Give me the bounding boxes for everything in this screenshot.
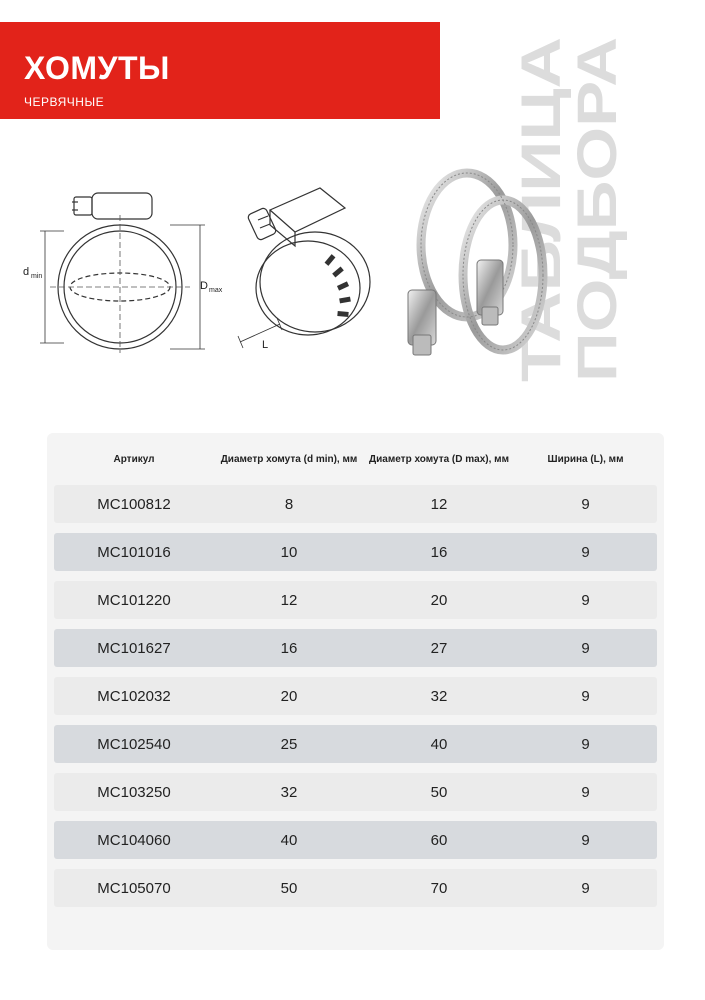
width-label: L	[262, 339, 269, 351]
cell-dmin: 32	[280, 783, 298, 801]
table-row	[54, 581, 657, 619]
cell-article: MC100812	[97, 495, 171, 513]
cell-dmax: 70	[430, 879, 448, 897]
page-subtitle: ЧЕРВЯЧНЫЕ	[24, 95, 105, 109]
clamp-photo	[405, 160, 540, 365]
dmax-sub: max	[209, 287, 223, 294]
cell-width: 9	[581, 783, 590, 801]
selection-table	[47, 433, 664, 950]
cell-article: MC104060	[97, 831, 171, 849]
header-article: Артикул	[113, 453, 155, 465]
cell-article: MC101220	[97, 591, 171, 609]
cell-dmin: 12	[280, 591, 298, 609]
header-dmin: Диаметр хомута (d min), мм	[220, 453, 358, 465]
cell-dmax: 40	[430, 735, 448, 753]
cell-dmin: 10	[280, 543, 298, 561]
cell-dmin: 8	[284, 495, 294, 513]
cell-article: MC101016	[97, 543, 171, 561]
cell-width: 9	[581, 543, 590, 561]
cell-article: MC102032	[97, 687, 171, 705]
header-width: Ширина (L), мм	[547, 453, 624, 465]
cell-article: MC103250	[97, 783, 171, 801]
clamp-perspective-diagram	[230, 170, 380, 360]
dmin-sub: min	[31, 273, 43, 280]
table-row	[54, 485, 657, 523]
cell-width: 9	[581, 495, 590, 513]
cell-dmax: 32	[430, 687, 448, 705]
table-row	[54, 869, 657, 907]
table-row	[54, 821, 657, 859]
table-header	[47, 433, 664, 485]
cell-dmin: 40	[280, 831, 298, 849]
cell-dmax: 27	[430, 639, 448, 657]
cell-dmax: 50	[430, 783, 448, 801]
table-row	[54, 629, 657, 667]
cell-width: 9	[581, 687, 590, 705]
cell-dmax: 20	[430, 591, 448, 609]
cell-article: MC102540	[97, 735, 171, 753]
cell-dmax: 16	[430, 543, 448, 561]
table-row	[54, 725, 657, 763]
header-banner	[0, 22, 440, 119]
dmax-label: D	[200, 280, 208, 292]
cell-dmin: 20	[280, 687, 298, 705]
dmin-label: d	[23, 266, 30, 278]
cell-width: 9	[581, 735, 590, 753]
cell-width: 9	[581, 831, 590, 849]
cell-dmin: 25	[280, 735, 298, 753]
cell-width: 9	[581, 639, 590, 657]
table-row	[54, 677, 657, 715]
cell-article: MC105070	[97, 879, 171, 897]
cell-width: 9	[581, 591, 590, 609]
header-dmax: Диаметр хомута (D max), мм	[369, 453, 509, 465]
vertical-title-line1: ТАБЛИЦА	[509, 111, 572, 382]
cell-article: MC101627	[97, 639, 171, 657]
vertical-title-line2: ПОДБОРА	[565, 102, 628, 382]
cell-dmin: 50	[280, 879, 298, 897]
cell-dmax: 60	[430, 831, 448, 849]
table-row	[54, 773, 657, 811]
cell-dmax: 12	[430, 495, 448, 513]
clamp-front-diagram	[20, 185, 223, 360]
cell-dmin: 16	[280, 639, 298, 657]
table-row	[54, 533, 657, 571]
page-title: ХОМУТЫ	[24, 50, 170, 86]
cell-width: 9	[581, 879, 590, 897]
